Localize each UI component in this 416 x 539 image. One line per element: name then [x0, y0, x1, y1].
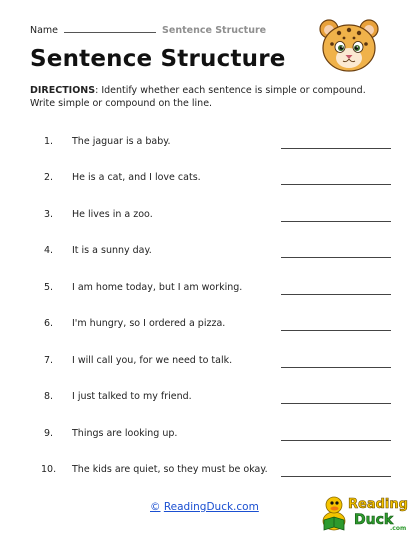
- question-text: I will call you, for we need to talk.: [72, 355, 233, 366]
- answer-line[interactable]: [281, 330, 391, 331]
- question-text: He is a cat, and I love cats.: [72, 172, 201, 183]
- jaguar-cub-face-icon: [317, 18, 381, 76]
- question-number: 9.: [44, 428, 54, 439]
- answer-line[interactable]: [281, 403, 391, 404]
- question-row: [30, 391, 392, 407]
- question-text: He lives in a zoo.: [72, 209, 153, 220]
- question-row: [30, 172, 392, 188]
- answer-line[interactable]: [281, 294, 391, 295]
- logo-suffix: .com: [390, 525, 407, 532]
- header-topic: Sentence Structure: [162, 25, 267, 36]
- answer-line[interactable]: [281, 221, 391, 222]
- logo-word-duck: Duck: [354, 512, 394, 528]
- page-title: Sentence Structure: [30, 46, 286, 72]
- answer-line[interactable]: [281, 148, 391, 149]
- question-row: [30, 136, 392, 152]
- name-label: Name: [30, 25, 59, 36]
- footer-copyright-link[interactable]: [150, 501, 259, 513]
- question-row: [30, 209, 392, 225]
- question-text: The jaguar is a baby.: [72, 136, 171, 147]
- copyright-symbol: ©: [150, 501, 161, 513]
- question-row: [30, 245, 392, 261]
- name-line[interactable]: [64, 21, 156, 33]
- answer-line[interactable]: [281, 476, 391, 477]
- question-row: [30, 318, 392, 334]
- reading-duck-logo: [320, 490, 412, 534]
- question-number: 8.: [44, 391, 54, 402]
- question-text: Things are looking up.: [72, 428, 178, 439]
- answer-line[interactable]: [281, 367, 391, 368]
- question-number: 3.: [44, 209, 54, 220]
- answer-line[interactable]: [281, 257, 391, 258]
- question-number: 6.: [44, 318, 54, 329]
- name-row: [30, 21, 266, 39]
- footer-link-text[interactable]: ReadingDuck.com: [163, 501, 259, 513]
- directions: [30, 84, 380, 110]
- question-number: 4.: [44, 245, 54, 256]
- question-row: [30, 355, 392, 371]
- question-text: The kids are quiet, so they must be okay.: [72, 464, 268, 475]
- question-number: 2.: [44, 172, 54, 183]
- question-text: I am home today, but I am working.: [72, 282, 243, 293]
- question-text: I just talked to my friend.: [72, 391, 192, 402]
- question-row: [30, 428, 392, 444]
- logo-word-reading: Reading: [348, 497, 408, 512]
- answer-line[interactable]: [281, 184, 391, 185]
- directions-label: DIRECTIONS: [30, 85, 96, 96]
- question-row: [30, 464, 392, 480]
- question-text: I'm hungry, so I ordered a pizza.: [72, 318, 226, 329]
- question-text: It is a sunny day.: [72, 245, 152, 256]
- question-number: 10.: [41, 464, 57, 475]
- question-number: 1.: [44, 136, 54, 147]
- directions-text: : Identify whether each sentence is simple or compound. Write simple or compound on the line.: [30, 85, 366, 109]
- question-row: [30, 282, 392, 298]
- answer-line[interactable]: [281, 440, 391, 441]
- question-number: 5.: [44, 282, 54, 293]
- question-number: 7.: [44, 355, 54, 366]
